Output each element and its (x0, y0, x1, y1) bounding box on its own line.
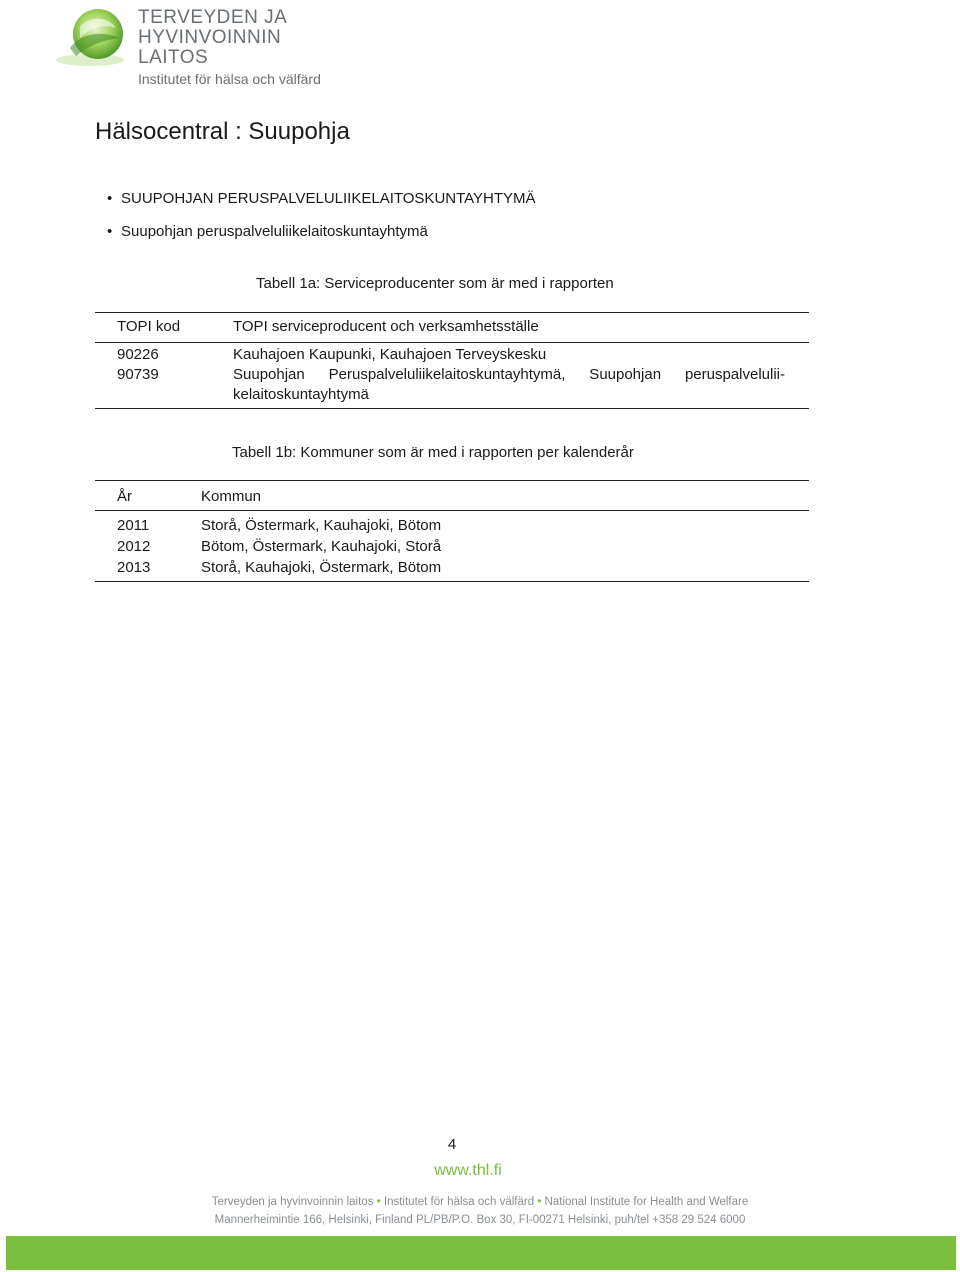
footer-name-fi: Terveyden ja hyvinvoinnin laitos (211, 1196, 374, 1208)
table-1a-top-rule (95, 312, 809, 313)
table-1b-row-1-year: 2011 (117, 517, 150, 534)
table-1b-row-2-year: 2012 (117, 538, 151, 555)
table-1a-bottom-rule (95, 408, 809, 409)
thl-leaf-icon (50, 4, 136, 68)
table-1b-header-municipality: Kommun (201, 488, 262, 505)
table-1a-row-1-name: Kauhajoen Kaupunki, Kauhajoen Terveyskesku (233, 346, 547, 363)
table-1a-header-code: TOPI kod (117, 318, 181, 335)
footer-separator: • (537, 1196, 542, 1208)
logo-line-2: HYVINVOINNIN LAITOS (138, 27, 282, 68)
table-1b-row-2-municipalities: Bötom, Östermark, Kauhajoki, Storå (201, 538, 442, 555)
footer-green-bar (6, 1236, 956, 1270)
footer-name-sv: Institutet för hälsa och välfärd (383, 1196, 535, 1208)
thl-logo (50, 4, 350, 87)
table-1a-row-2-code: 90739 (117, 366, 159, 383)
table-1b-header-rule (95, 510, 809, 511)
table-1b-bottom-rule (95, 581, 809, 582)
table-1b-row-3-year: 2013 (117, 559, 151, 576)
logo-wordmark (138, 8, 350, 88)
footer-name-en: National Institute for Health and Welfare (544, 1196, 749, 1208)
footer-institution-names (0, 1196, 960, 1208)
table-1a-header-rule (95, 342, 809, 343)
table-1a-row-1-code: 90226 (117, 346, 159, 363)
page-title: Hälsocentral : Suupohja (95, 118, 350, 145)
table-1b-row-3-municipalities: Storå, Kauhajoki, Östermark, Bötom (201, 559, 442, 576)
producer-bullet-list (107, 188, 536, 254)
bullet-item: • Suupohjan peruspalveluliikelaitoskuntayhtymä (107, 221, 536, 254)
footer-separator: • (376, 1196, 381, 1208)
page-number: 4 (447, 1136, 457, 1153)
table-1a-caption: Tabell 1a: Serviceproducenter som är med i rapporten (256, 275, 614, 292)
logo-line-1: TERVEYDEN JA (138, 7, 288, 28)
table-1a-row-2-name: Suupohjan Peruspalveluliikelaitoskuntayhtymä, Suupohjan peruspalvelulii-kelaitoskuntayhtymä (233, 366, 785, 403)
table-1b-top-rule (95, 480, 809, 481)
bullet-item: • SUUPOHJAN PERUSPALVELULIIKELAITOSKUNTAYHTYMÄ (107, 188, 536, 221)
website-link[interactable]: www.thl.fi (434, 1162, 502, 1179)
table-1b-header-year: År (117, 488, 132, 505)
logo-line-3: Institutet för hälsa och välfärd (138, 71, 321, 87)
footer-address: Mannerheimintie 166, Helsinki, Finland PL/PB/P.O. Box 30, FI-00271 Helsinki, puh/tel +358 29 524 6000 (214, 1214, 746, 1226)
table-1b-caption: Tabell 1b: Kommuner som är med i rapporten per kalenderår (232, 444, 634, 461)
table-1a-header-name: TOPI serviceproducent och verksamhetsställe (233, 318, 539, 335)
table-1b-row-1-municipalities: Storå, Östermark, Kauhajoki, Bötom (201, 517, 442, 534)
